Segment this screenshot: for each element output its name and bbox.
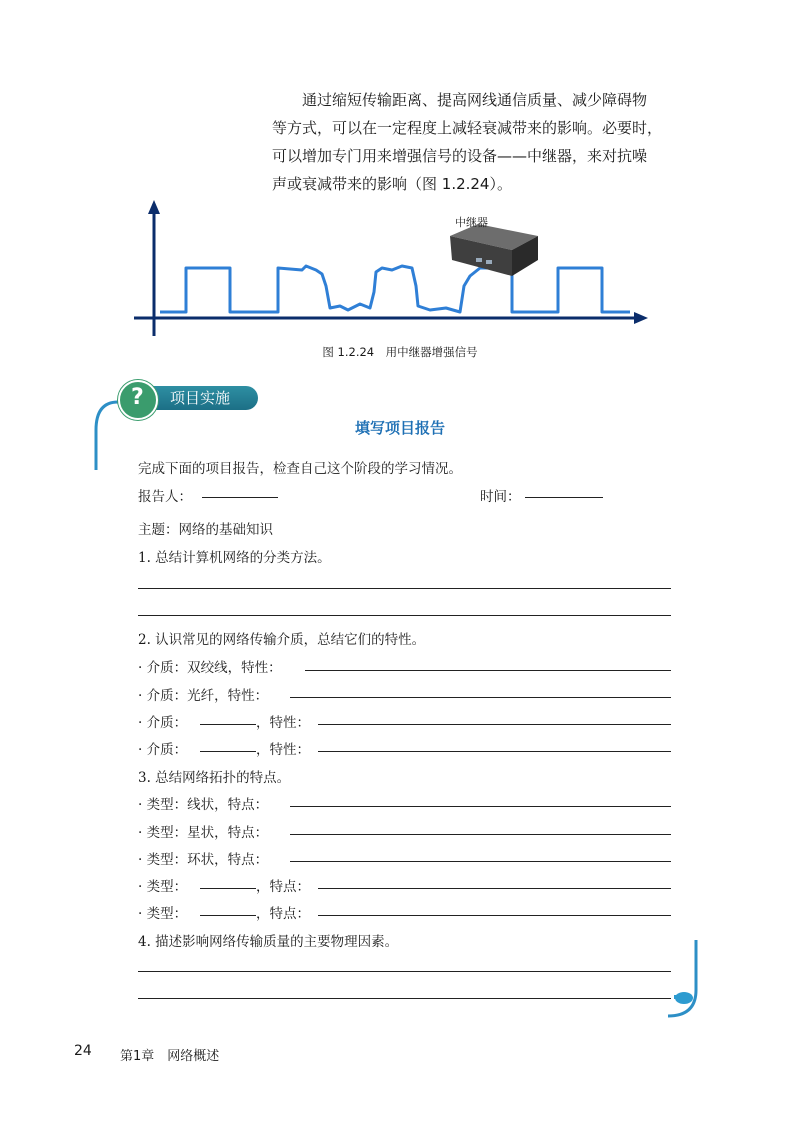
hand-pointer-icon: [674, 992, 693, 1004]
media-row: · 介质：双绞线，特性：: [138, 660, 282, 676]
question-3: 3. 总结网络拓扑的特点。: [138, 770, 291, 786]
answer-line[interactable]: [318, 888, 671, 889]
section-title: 项目实施: [138, 386, 258, 410]
signal-figure: [120, 196, 660, 341]
device-label: 中继器: [455, 216, 488, 229]
answer-line[interactable]: [318, 751, 671, 752]
blank-field[interactable]: [200, 751, 256, 752]
reporter-field[interactable]: [202, 497, 278, 498]
blank-field[interactable]: [200, 724, 256, 725]
answer-line[interactable]: [138, 615, 671, 616]
topo-row: · 类型：: [138, 906, 188, 922]
media-row: · 介质：光纤，特性：: [138, 688, 269, 704]
x-axis-arrow: [634, 312, 648, 324]
repeater-device-icon: [450, 224, 538, 276]
page-number: 24: [74, 1043, 92, 1059]
answer-line[interactable]: [138, 971, 671, 972]
blank-field[interactable]: [200, 888, 256, 889]
topo-row: · 类型：: [138, 879, 188, 895]
question-4: 4. 描述影响网络传输质量的主要物理因素。: [138, 934, 399, 950]
media-row: · 介质：: [138, 715, 188, 731]
report-instruction: 完成下面的项目报告，检查自己这个阶段的学习情况。: [138, 461, 462, 477]
intro-line: 通过缩短传输距离、提高网线通信质量、减少障碍物: [272, 91, 648, 109]
topo-row: · 类型：星状，特点：: [138, 825, 269, 841]
answer-line[interactable]: [138, 588, 671, 589]
figure-caption: 图 1.2.24 用中继器增强信号: [322, 345, 478, 359]
answer-line[interactable]: [290, 697, 671, 698]
topo-sep: ，特点：: [256, 879, 310, 895]
media-sep: ，特性：: [256, 742, 310, 758]
topo-row: · 类型：线状，特点：: [138, 797, 269, 813]
answer-line[interactable]: [318, 724, 671, 725]
topo-row: · 类型：环状，特点：: [138, 852, 269, 868]
answer-line[interactable]: [318, 915, 671, 916]
report-title: 填写项目报告: [354, 419, 445, 437]
intro-line: 声或衰减带来的影响（图 1.2.24）。: [272, 175, 512, 193]
report-topic: 主题：网络的基础知识: [138, 522, 273, 538]
answer-line[interactable]: [305, 670, 671, 671]
chapter-title: 第1章 网络概述: [120, 1049, 220, 1064]
question-2: 2. 认识常见的网络传输介质，总结它们的特性。: [138, 632, 426, 648]
topo-sep: ，特点：: [256, 906, 310, 922]
answer-line[interactable]: [290, 806, 671, 807]
question-1: 1. 总结计算机网络的分类方法。: [138, 550, 331, 566]
media-sep: ，特性：: [256, 715, 310, 731]
time-field[interactable]: [525, 497, 603, 498]
answer-line[interactable]: [290, 834, 671, 835]
question-icon: [118, 380, 158, 420]
intro-line: 等方式，可以在一定程度上减轻衰减带来的影响。必要时，: [272, 119, 663, 137]
signal-wave: [160, 266, 630, 312]
intro-line: 可以增加专门用来增强信号的设备——中继器，来对抗噪: [272, 147, 648, 165]
intro-paragraph: [272, 86, 702, 198]
y-axis-arrow: [148, 200, 160, 214]
answer-line[interactable]: [138, 998, 671, 999]
blank-field[interactable]: [200, 915, 256, 916]
media-row: · 介质：: [138, 742, 188, 758]
answer-line[interactable]: [290, 861, 671, 862]
time-label: 时间：: [480, 489, 521, 505]
reporter-label: 报告人：: [138, 489, 192, 505]
